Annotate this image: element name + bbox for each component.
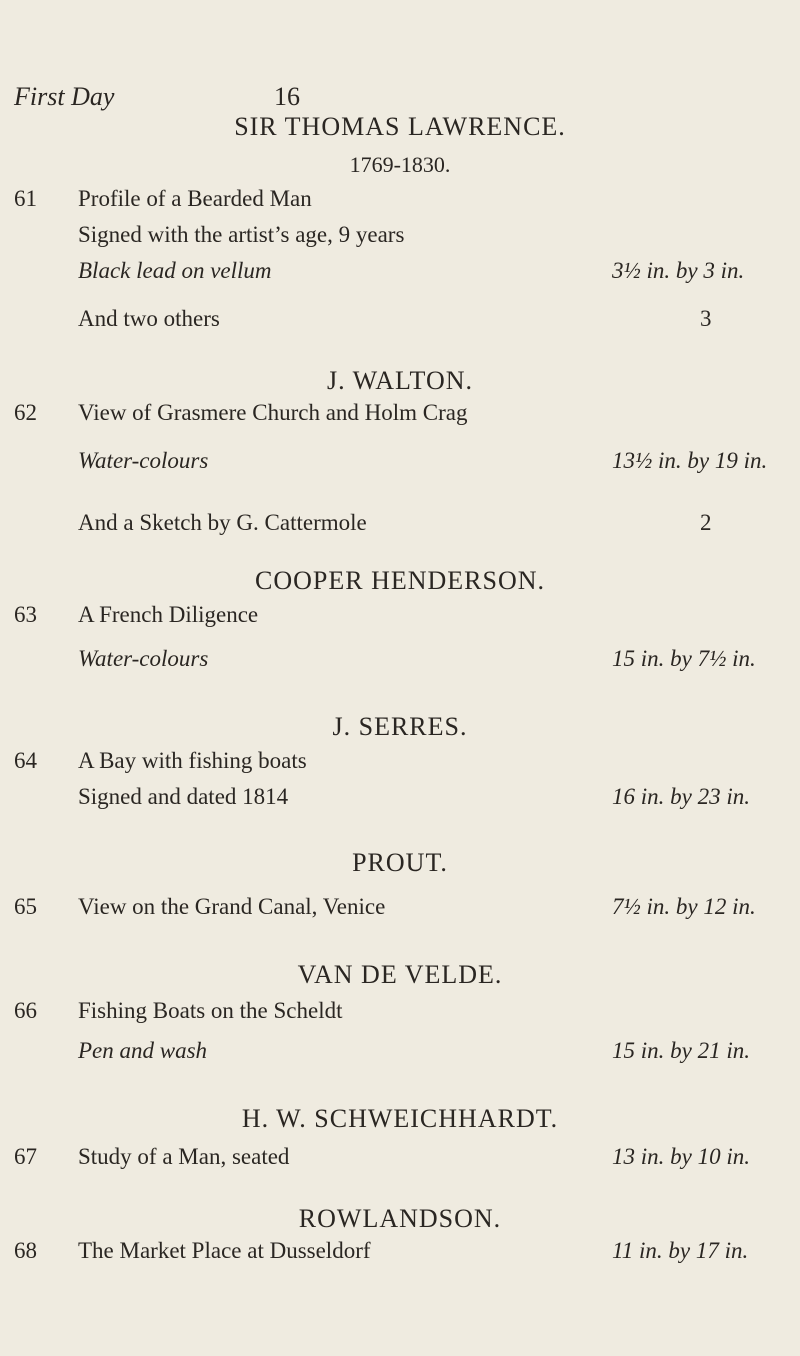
lot-title: View on the Grand Canal, Venice [78,894,386,919]
lot-note: Signed and dated 1814 [78,784,289,809]
lot-count: 2 [700,510,712,535]
lot-size: 13 in. by 10 in. [612,1144,750,1169]
lot-size: 7½ in. by 12 in. [612,894,756,919]
lot-number: 67 [14,1144,37,1169]
lot-number: 65 [14,894,37,919]
artist-name: VAN DE VELDE. [297,960,503,989]
lot-size: 13½ in. by 19 in. [612,448,768,473]
artist-name: J. WALTON. [326,366,474,395]
lot-title: Profile of a Bearded Man [78,186,312,211]
artist-name: H. W. SCHWEICHHARDT. [241,1104,559,1133]
artist-name: PROUT. [352,848,448,877]
lot-title: View of Grasmere Church and Holm Crag [78,400,468,425]
page-number: 16 [274,82,300,111]
lot-number: 68 [14,1238,37,1263]
lot-title: Study of a Man, seated [78,1144,290,1169]
lot-count: 3 [700,306,712,331]
lot-medium: Black lead on vellum [78,258,272,283]
lot-size: 11 in. by 17 in. [612,1238,749,1263]
lot-medium: Pen and wash [78,1038,208,1063]
header-title: First Day [14,82,115,111]
lot-size: 3½ in. by 3 in. [612,258,745,283]
lot-number: 62 [14,400,37,425]
lot-title: A Bay with fishing boats [78,748,307,773]
lot-number: 61 [14,186,37,211]
artist-name: ROWLANDSON. [298,1204,502,1233]
lot-medium: Water-colours [78,646,209,671]
lot-number: 63 [14,602,37,627]
lot-extra: And two others [78,306,220,331]
artist-name: SIR THOMAS LAWRENCE. [234,112,566,141]
lot-title: Fishing Boats on the Scheldt [78,998,343,1023]
lot-number: 66 [14,998,37,1023]
artist-dates: 1769-1830. [349,152,451,177]
lot-extra: And a Sketch by G. Cattermole [78,510,367,535]
lot-title: A French Diligence [78,602,259,627]
lot-number: 64 [14,748,37,773]
lot-medium: Water-colours [78,448,209,473]
artist-name: COOPER HENDERSON. [254,566,546,595]
lot-title: The Market Place at Dusseldorf [78,1238,371,1263]
lot-size: 15 in. by 7½ in. [612,646,756,671]
lot-size: 16 in. by 23 in. [612,784,750,809]
lot-size: 15 in. by 21 in. [612,1038,750,1063]
lot-note: Signed with the artist’s age, 9 years [78,222,405,247]
artist-name: J. SERRES. [332,712,468,741]
